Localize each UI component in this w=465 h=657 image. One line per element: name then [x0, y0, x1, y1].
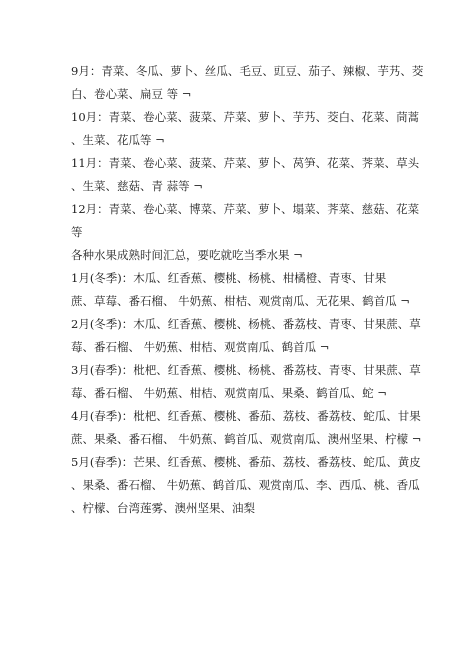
text-line: 12月：青菜、卷心菜、博菜、芹菜、萝卜、塌菜、荠菜、慈菇、花菜: [71, 202, 420, 216]
text-line: 3月(春季)：枇杷、红香蕉、樱桃、杨桃、番荔枝、青枣、甘果蔗、草: [71, 363, 421, 377]
text-line: 、生菜、花瓜等 ¬: [71, 133, 165, 147]
text-line: 11月：青菜、卷心菜、菠菜、芹菜、萝卜、莴笋、花菜、荠菜、草头: [71, 156, 420, 170]
text-line: 2月(冬季)：木瓜、红香蕉、樱桃、杨桃、番荔枝、青枣、甘果蔗、草: [71, 317, 421, 331]
text-line: 等: [71, 225, 83, 239]
text-line: 莓、番石榴、 牛奶蕉、柑桔、观赏南瓜、果桑、鹤首瓜、蛇 ¬: [71, 386, 387, 400]
text-line: 10月：青菜、卷心菜、菠菜、芹菜、萝卜、芋艿、茭白、花菜、茼蒿: [71, 110, 420, 124]
text-line: 白、卷心菜、扁豆 等 ¬: [71, 87, 192, 101]
text-line: 蔗、草莓、番石榴、 牛奶蕉、柑桔、观赏南瓜、无花果、鹤首瓜 ¬: [71, 294, 410, 308]
text-line: 1月(冬季)：木瓜、红香蕉、樱桃、杨桃、柑橘橙、青枣、甘果: [71, 271, 387, 285]
text-line: 莓、番石榴、 牛奶蕉、柑桔、观赏南瓜、鹤首瓜 ¬: [71, 340, 330, 354]
text-line: 蔗、果桑、番石榴、 牛奶蕉、鹤首瓜、观赏南瓜、澳州坚果、柠檬 ¬: [71, 432, 422, 446]
section-heading: 各种水果成熟时间汇总，要吃就吃当季水果 ¬: [71, 248, 303, 262]
document-body: [71, 60, 424, 520]
text-line: 9月：青菜、冬瓜、萝卜、丝瓜、毛豆、豇豆、茄子、辣椒、芋艿、茭: [71, 64, 424, 78]
text-line: 、生菜、慈菇、青 蒜等 ¬: [71, 179, 203, 193]
text-line: 、果桑、番石榴、 牛奶蕉、鹤首瓜、观赏南瓜、李、西瓜、桃、香瓜: [71, 478, 420, 492]
text-line: 4月(春季)：枇杷、红香蕉、樱桃、番茄、荔枝、番荔枝、蛇瓜、甘果: [71, 409, 421, 423]
text-line: 5月(春季)：芒果、红香蕉、樱桃、番茄、荔枝、番荔枝、蛇瓜、黄皮: [71, 455, 421, 469]
text-line: 、柠檬、台湾莲雾、澳州坚果、油梨: [71, 501, 255, 515]
